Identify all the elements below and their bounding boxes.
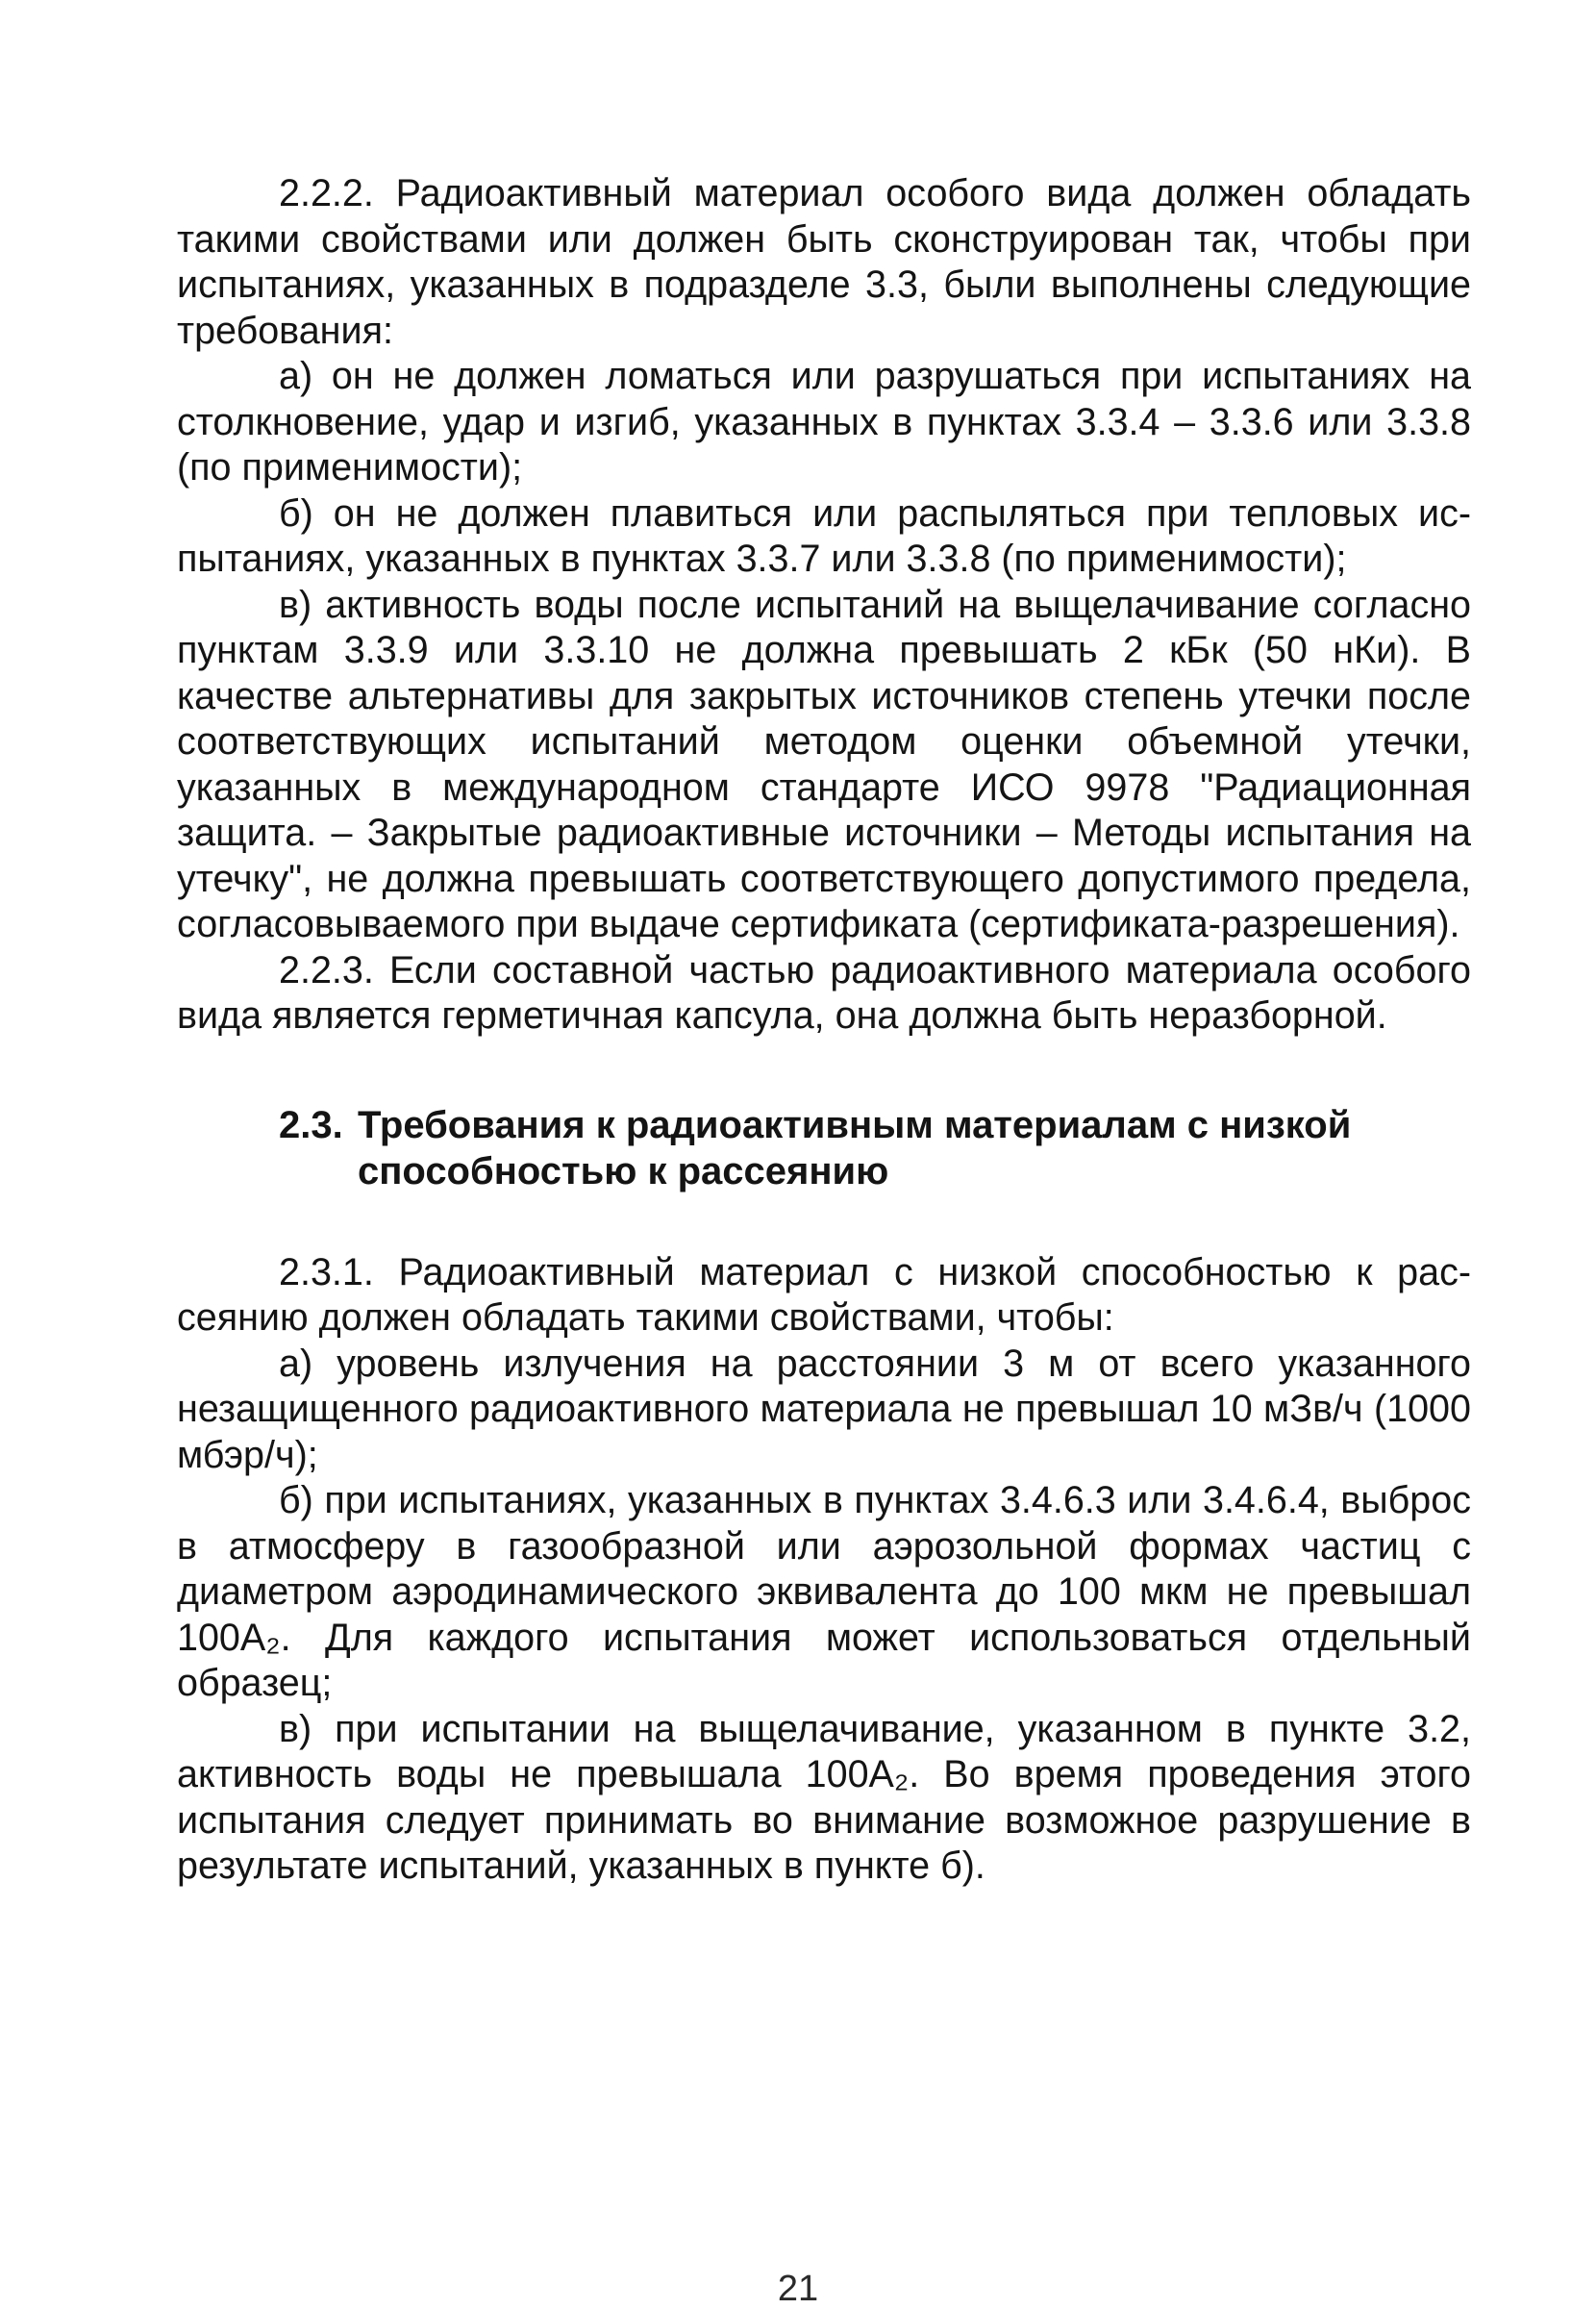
list-item-v: в) активность воды после испытаний на выщелачивание согласно пунктам 3.3.9 или 3.3.10 не должна превышать 2 кБк (50 нКи). В качестве альтернативы для закрытых источников степень утечки после соответствующих испытаний методом оценки объемной утечки, указанных в международном стандарте ИСО 9978 "Радиационная защита. – Закрытые радиоактивные источники – Методы испытания на утечку", не должна превышать соответствующего допустимого предела, согласовываемого при выдаче сертификата (сертификата-разрешения). — [177, 583, 1471, 945]
list-item-a-2: а) уровень излучения на расстоянии 3 м от всего указанного незащищенного радиоактивного материала не превышал 10 мЗв/ч (1000 мбэр/ч); — [177, 1342, 1471, 1476]
paragraph-2-2-2: 2.2.2. Радиоактивный материал особого вида должен обладать такими свойствами или должен быть сконструирован так, чтобы при испытаниях, указанных в подразделе 3.3, были выполнены следующие требования: — [177, 172, 1471, 352]
list-item-b-2: б) при испытаниях, указанных в пунктах 3.4.6.3 или 3.4.6.4, выброс в атмосферу в газообразной или аэрозольной формах частиц с диаметром аэродинамического эквивалента до 100 мкм не превышал 100A₂. Для каждого испытания может использоваться отдельный образец; — [177, 1479, 1471, 1704]
list-item-a: а) он не должен ломаться или разрушаться при испытаниях на столкновение, удар и изгиб, указанных в пунктах 3.3.4 – 3.3.6 или 3.3.8 (по применимости); — [177, 355, 1471, 489]
paragraph-2-2-3: 2.2.3. Если составной частью радиоактивного материала особого вида является герметичная капсула, она должна быть неразборной. — [177, 948, 1471, 1037]
paragraph-2-3-1: 2.3.1. Радиоактивный материал с низкой способностью к рассеянию должен обладать такими свойствами, чтобы: — [177, 1250, 1471, 1339]
list-item-b: б) он не должен плавиться или распыляться при тепловых испытаниях, указанных в пунктах 3.3.7 или 3.3.8 (по применимости); — [177, 491, 1471, 580]
section-title-line2: способностью к рассеянию — [358, 1149, 889, 1192]
section-number: 2.3. — [279, 1103, 343, 1146]
page-number: 21 — [777, 2269, 819, 2309]
section-heading-2-3 — [177, 1102, 1471, 1194]
list-item-v-2: в) при испытании на выщелачивание, указанном в пункте 3.2, активность воды не превышала 100A₂. Во время проведения этого испытания следует принимать во внимание возможное разрушение в результате испытаний, указанных в пункте б). — [177, 1707, 1471, 1887]
document-page — [177, 171, 1471, 1890]
section-title-line1: Требования к радиоактивным материалам с низкой — [358, 1103, 1352, 1146]
